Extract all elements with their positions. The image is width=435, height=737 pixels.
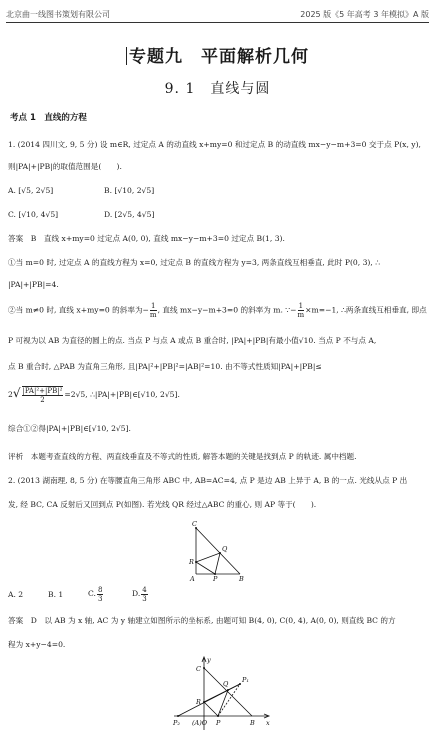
ray-pq xyxy=(215,553,220,574)
chapter-title xyxy=(0,42,435,67)
point-q xyxy=(227,689,229,691)
question-2-text: 2. (2013 湖南理, 8, 5 分) 在等腰直角三角形 ABC 中, AB=AC=4, 点 P 是边 AB 上异于 A, B 的一点. 光线从点 P 出 xyxy=(8,476,408,485)
book-edition: 2025 版《5 年高考 3 年模拟》A 版 xyxy=(300,10,429,19)
frac-den: m xyxy=(297,311,305,319)
ray-rp xyxy=(196,562,215,574)
answer-2: 答案 D 以 AB 为 x 轴, AC 为 y 轴建立如图所示的坐标系, 由题可知 B(4, 0), C(0, 4), A(0, 0), 则直线 BC 的方 xyxy=(8,616,396,625)
point-r xyxy=(203,701,205,703)
frac-den: 3 xyxy=(97,594,103,603)
frac-num: 8 xyxy=(97,585,103,594)
s2d-result: =2√5, ∴|PA|+|PB|∈[√10, 2√5]. xyxy=(64,390,180,399)
section-title: 9. 1 直线与圆 xyxy=(164,81,271,97)
label-q: Q xyxy=(222,545,228,553)
point-q xyxy=(219,552,221,554)
option-b: B. [√10, 2√5] xyxy=(104,186,155,195)
q2-option-a: A. 2 xyxy=(8,590,24,599)
opt-c-label: C. xyxy=(88,589,96,598)
option-d: D. [2√5, 4√5] xyxy=(104,210,155,219)
solution-case-2-cont2: 点 B 重合时, △PAB 为直角三角形, 且|PA|²+|PB|²=|AB|²=10. 由不等式性质知|PA|+|PB|≤ xyxy=(8,362,322,371)
fraction-1-over-m-2 xyxy=(298,302,305,319)
fraction-1-over-m xyxy=(150,302,157,319)
label-y: y xyxy=(207,656,211,664)
sqrt-frac-num: |PA|²+|PB|² xyxy=(22,387,63,395)
coef-2: 2 xyxy=(8,390,13,399)
label-b: B xyxy=(239,575,244,582)
coordinate-figure xyxy=(168,654,273,734)
evaluation: 评析 本题考查直线的方程、两直线垂直及不等式的性质, 解答本题的关键是找到点 P 的轨迹. 属中档题. xyxy=(8,452,357,461)
sqrt-sign: √ xyxy=(12,386,21,400)
label-r: R xyxy=(189,558,194,566)
solution-inequality xyxy=(8,386,429,404)
frac-den: m xyxy=(149,311,157,319)
frac-num: 4 xyxy=(142,585,147,594)
label-c: C xyxy=(192,520,197,528)
solution-case-1: ①当 m=0 时, 过定点 A 的直线方程为 x=0, 过定点 B 的直线方程为 y=3, 两条直线互相垂直, 此时 P(0, 3), ∴ xyxy=(8,258,381,267)
s2-part1: ②当 m≠0 时, 直线 x+my=0 的斜率为− xyxy=(8,305,149,315)
frac-den: 3 xyxy=(142,594,147,603)
label-b: B xyxy=(250,719,255,727)
sqrt-frac-den: 2 xyxy=(40,396,45,404)
line-p-p1 xyxy=(218,684,240,716)
s2-part3: ×m=−1, ∴两条直线互相垂直, 即点 xyxy=(305,305,427,315)
label-origin: (A)O xyxy=(192,719,208,727)
line-rp xyxy=(204,702,218,716)
solution-case-1-cont: |PA|+|PB|=4. xyxy=(8,280,59,289)
point-p1 xyxy=(239,683,241,685)
answer-1: 答案 B 直线 x+my=0 过定点 A(0, 0), 直线 mx−y−m+3=0 过定点 B(1, 3). xyxy=(8,234,285,243)
frac-8-3 xyxy=(97,586,103,603)
label-p1: P₁ xyxy=(242,676,249,684)
label-r: R xyxy=(196,698,201,706)
opt-d-label: D. xyxy=(132,589,141,598)
kaodian-heading: 考点 1 直线的方程 xyxy=(10,113,87,123)
triangle-figure xyxy=(182,520,254,582)
frac-num: 1 xyxy=(298,302,304,310)
chapter-title-text: 专题九 平面解析几何 xyxy=(129,47,309,67)
q2-option-d xyxy=(132,584,149,604)
label-p: P xyxy=(213,575,218,582)
answer-2-cont: 程为 x+y−4=0. xyxy=(8,640,66,649)
option-c: C. [√10, 4√5] xyxy=(8,210,59,219)
s2-part2: , 直线 mx−y−m+3=0 的斜率为 m. ∵− xyxy=(157,305,297,315)
frac-4-3 xyxy=(141,586,147,603)
solution-case-2 xyxy=(8,302,429,319)
solution-conclusion: 综合①②得|PA|+|PB|∈[√10, 2√5]. xyxy=(8,424,131,433)
q2-option-b: B. 1 xyxy=(48,590,64,599)
label-q: Q xyxy=(223,680,229,688)
ray-qr xyxy=(196,553,220,562)
point-c xyxy=(203,667,205,669)
frac-num: 1 xyxy=(151,302,156,310)
option-a: A. [√5, 2√5] xyxy=(8,186,54,195)
question-1-text: 1. (2014 四川文, 9, 5 分) 设 m∈R, 过定点 A 的动直线 x+my=0 和过定点 B 的动直线 mx−y−m+3=0 交于点 P(x, y), xyxy=(8,140,421,149)
label-p: P xyxy=(216,719,221,727)
edge-bc xyxy=(196,528,240,574)
label-a: A xyxy=(190,575,195,582)
sqrt-fraction xyxy=(22,386,64,404)
point-r xyxy=(195,561,197,563)
question-2-text-cont: 发, 经 BC, CA 反射后又回到点 P(如图). 若光线 QR 经过△ABC 的重心, 则 AP 等于( ). xyxy=(8,500,317,509)
publisher-name: 北京曲一线图书策划有限公司 xyxy=(6,10,110,19)
point-p xyxy=(217,715,219,717)
label-c: C xyxy=(196,665,201,673)
label-x: x xyxy=(266,719,270,727)
cursor-bar xyxy=(126,47,127,65)
q2-option-c xyxy=(88,584,104,604)
point-p2 xyxy=(177,715,179,717)
label-p2: P₂ xyxy=(173,719,180,727)
page-header xyxy=(6,8,429,23)
question-1-text-cont: 则|PA|+|PB|的取值范围是( ). xyxy=(8,162,122,171)
solution-case-2-cont: P 可视为以 AB 为直径的圆上的点. 当点 P 与点 A 或点 B 重合时, |PA|+|PB|有最小值√10. 当点 P 不与点 A, xyxy=(8,336,377,345)
